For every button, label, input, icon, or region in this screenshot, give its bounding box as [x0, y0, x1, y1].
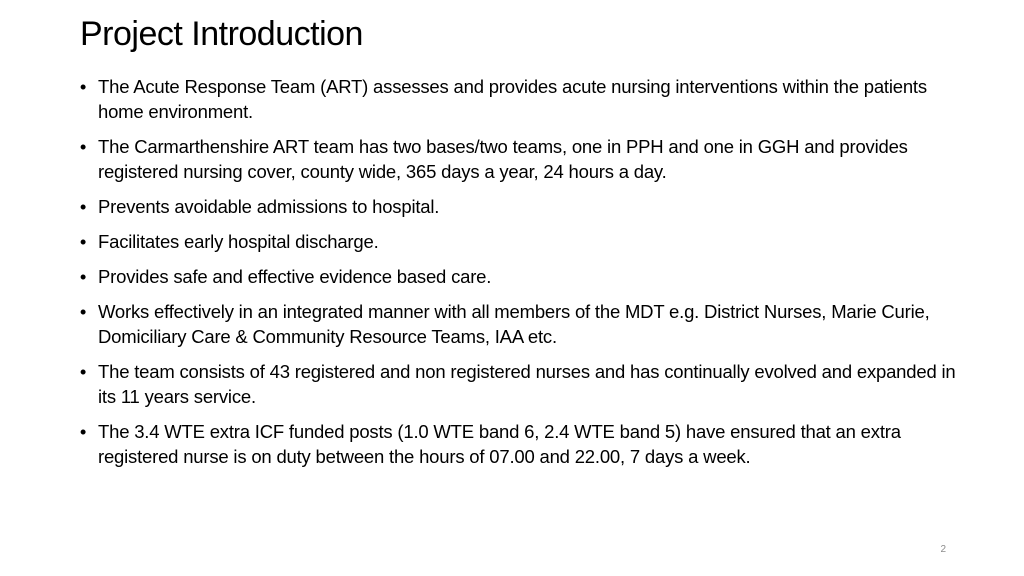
bullet-dot-icon: •: [79, 266, 87, 287]
bullet-item: [76, 264, 956, 289]
bullet-dot-icon: •: [79, 76, 87, 97]
bullet-dot-icon: •: [79, 301, 87, 322]
bullet-text: Facilitates early hospital discharge.: [98, 231, 379, 252]
bullet-dot-icon: •: [79, 231, 87, 252]
bullet-text: Provides safe and effective evidence based care.: [98, 266, 492, 287]
bullet-text: The Carmarthenshire ART team has two bases/two teams, one in PPH and one in GGH and provides registered nursing cover, county wide, 365 days a year, 24 hours a day.: [98, 136, 908, 182]
bullet-item: [76, 359, 956, 409]
bullet-dot-icon: •: [79, 421, 87, 442]
page-number: 2: [940, 544, 946, 555]
bullet-item: [76, 299, 956, 349]
bullet-item: [76, 419, 956, 469]
bullet-text: Prevents avoidable admissions to hospital.: [98, 196, 440, 217]
bullet-dot-icon: •: [79, 136, 87, 157]
bullet-item: [76, 229, 956, 254]
bullet-item: [76, 74, 956, 124]
bullet-list: [76, 74, 956, 479]
bullet-item: [76, 134, 956, 184]
bullet-item: [76, 194, 956, 219]
bullet-text: The team consists of 43 registered and non registered nurses and has continually evolved and expanded in its 11 years service.: [98, 361, 956, 407]
bullet-text: The Acute Response Team (ART) assesses and provides acute nursing interventions within the patients home environment.: [98, 76, 927, 122]
slide-title: Project Introduction: [80, 15, 363, 53]
bullet-dot-icon: •: [79, 196, 87, 217]
bullet-text: Works effectively in an integrated manner with all members of the MDT e.g. District Nurses, Marie Curie, Domiciliary Care & Community Resource Teams, IAA etc.: [98, 301, 930, 347]
bullet-dot-icon: •: [79, 361, 87, 382]
bullet-text: The 3.4 WTE extra ICF funded posts (1.0 WTE band 6, 2.4 WTE band 5) have ensured that an extra registered nurse is on duty between the hours of 07.00 and 22.00, 7 days a week.: [98, 421, 901, 467]
